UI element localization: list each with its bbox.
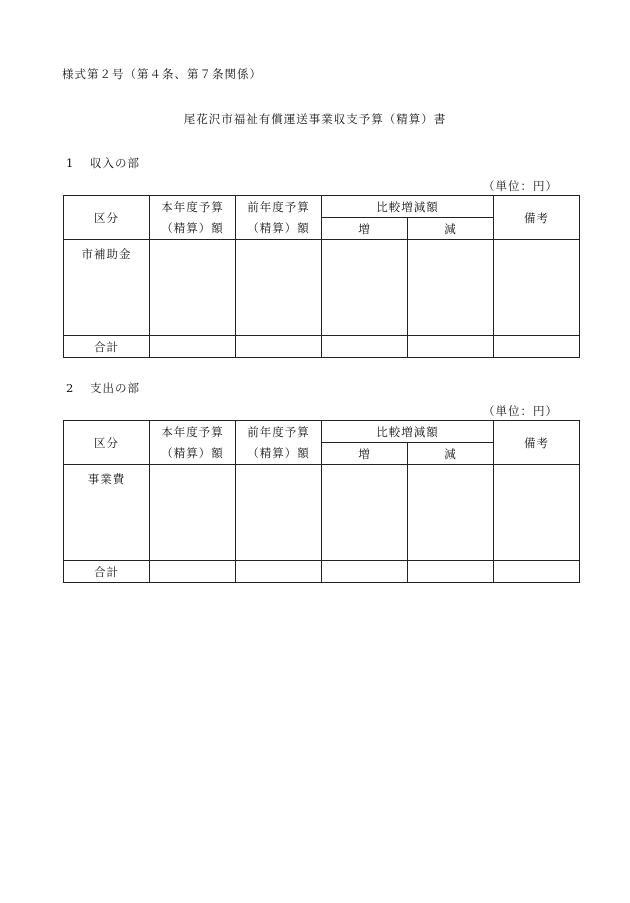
- header-category: 区分: [64, 421, 150, 465]
- expense-section-title: [66, 380, 140, 396]
- row-label-business-expense: 事業費: [64, 465, 150, 561]
- cell-total-decrease[interactable]: [408, 336, 494, 358]
- header-comparison: 比較増減額: [322, 196, 494, 218]
- cell-previous-amount[interactable]: [236, 465, 322, 561]
- form-number: 様式第２号（第４条、第７条関係）: [62, 67, 262, 81]
- cell-total-remarks[interactable]: [494, 336, 580, 358]
- section-heading: 支出の部: [90, 381, 140, 395]
- cell-total-previous[interactable]: [236, 336, 322, 358]
- header-increase: 増: [322, 443, 408, 465]
- header-current-settlement: （精算）額: [150, 443, 236, 465]
- header-remarks: 備考: [494, 421, 580, 465]
- header-current-budget: 本年度予算: [150, 196, 236, 218]
- cell-current-amount[interactable]: [150, 240, 236, 336]
- header-previous-budget: 前年度予算: [236, 421, 322, 443]
- cell-total-remarks[interactable]: [494, 561, 580, 583]
- cell-total-previous[interactable]: [236, 561, 322, 583]
- income-section-title: [66, 155, 140, 171]
- cell-increase-amount[interactable]: [322, 465, 408, 561]
- income-table: [63, 195, 580, 358]
- section-heading: 収入の部: [90, 156, 140, 170]
- cell-total-current[interactable]: [150, 561, 236, 583]
- header-current-budget: 本年度予算: [150, 421, 236, 443]
- document-title: 尾花沢市福祉有償運送事業収支予算（精算）書: [183, 112, 447, 126]
- cell-remarks[interactable]: [494, 240, 580, 336]
- header-previous-settlement: （精算）額: [236, 443, 322, 465]
- cell-total-decrease[interactable]: [408, 561, 494, 583]
- cell-total-increase[interactable]: [322, 336, 408, 358]
- header-current-settlement: （精算）額: [150, 218, 236, 240]
- cell-current-amount[interactable]: [150, 465, 236, 561]
- expense-unit-note: （単位：円）: [483, 404, 558, 418]
- header-decrease: 減: [408, 443, 494, 465]
- row-label-subsidy: 市補助金: [64, 240, 150, 336]
- header-remarks: 備考: [494, 196, 580, 240]
- header-previous-settlement: （精算）額: [236, 218, 322, 240]
- header-increase: 増: [322, 218, 408, 240]
- header-comparison: 比較増減額: [322, 421, 494, 443]
- cell-total-increase[interactable]: [322, 561, 408, 583]
- header-decrease: 減: [408, 218, 494, 240]
- cell-remarks[interactable]: [494, 465, 580, 561]
- expense-table: [63, 420, 580, 583]
- header-category: 区分: [64, 196, 150, 240]
- section-number: 2: [66, 381, 75, 395]
- cell-total-current[interactable]: [150, 336, 236, 358]
- cell-decrease-amount[interactable]: [408, 465, 494, 561]
- cell-previous-amount[interactable]: [236, 240, 322, 336]
- cell-decrease-amount[interactable]: [408, 240, 494, 336]
- header-previous-budget: 前年度予算: [236, 196, 322, 218]
- row-label-total: 合計: [64, 336, 150, 358]
- section-number: 1: [66, 156, 75, 170]
- income-unit-note: （単位：円）: [483, 179, 558, 193]
- cell-increase-amount[interactable]: [322, 240, 408, 336]
- row-label-total: 合計: [64, 561, 150, 583]
